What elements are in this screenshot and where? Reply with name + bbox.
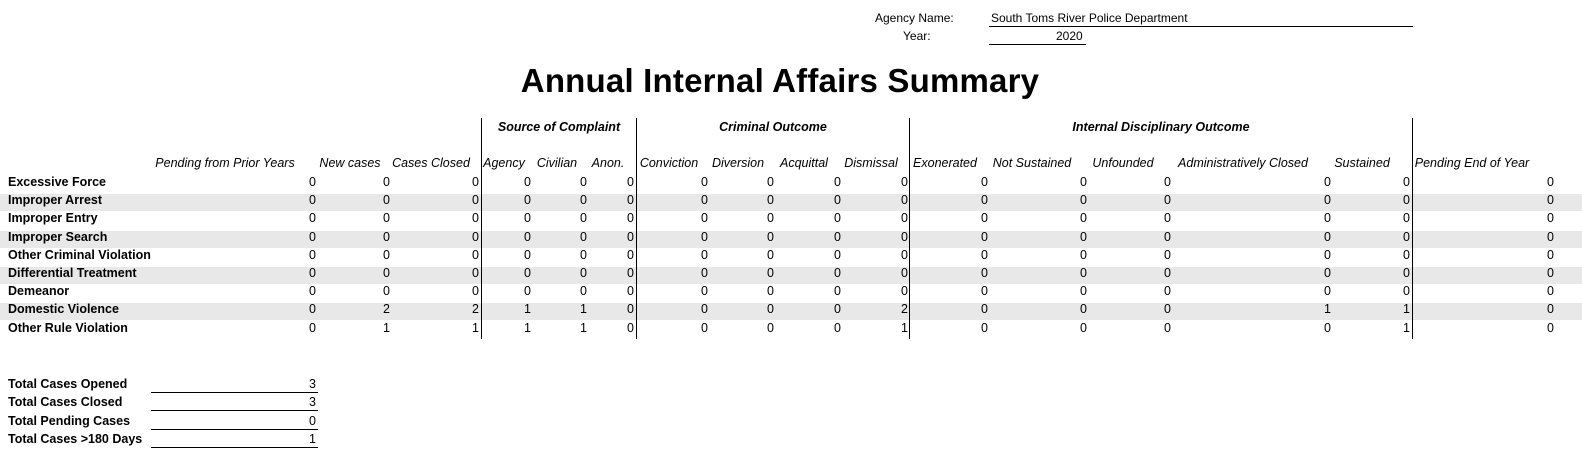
table-cell: 0 bbox=[472, 266, 479, 280]
table-cell: 0 bbox=[1080, 229, 1087, 244]
table-cell: 0 bbox=[472, 284, 479, 299]
column-header: Anon. bbox=[591, 156, 625, 170]
table-cell: 0 bbox=[767, 175, 774, 189]
total-underline bbox=[151, 392, 318, 393]
table-cell: 2 bbox=[901, 302, 908, 317]
table-cell: 0 bbox=[1547, 175, 1554, 189]
table-cell: 0 bbox=[981, 175, 988, 189]
table-cell: 0 bbox=[580, 211, 587, 226]
table-cell: 0 bbox=[627, 211, 634, 226]
group-criminal-outcome: Criminal Outcome bbox=[719, 120, 827, 134]
table-cell: 0 bbox=[701, 229, 708, 244]
separator-pending-left bbox=[1412, 118, 1413, 339]
table-row bbox=[0, 267, 1582, 284]
row-label: Improper Entry bbox=[8, 211, 98, 226]
table-cell: 1 bbox=[1403, 302, 1410, 317]
table-cell: 0 bbox=[627, 284, 634, 299]
table-cell: 1 bbox=[1324, 302, 1331, 317]
table-cell: 0 bbox=[1324, 211, 1331, 226]
table-cell: 0 bbox=[981, 266, 988, 280]
table-cell: 0 bbox=[524, 284, 531, 299]
table-cell: 0 bbox=[309, 320, 316, 335]
table-cell: 0 bbox=[1164, 284, 1171, 299]
table-cell: 0 bbox=[1547, 247, 1554, 262]
table-row bbox=[0, 231, 1582, 248]
page-title: Annual Internal Affairs Summary bbox=[520, 62, 1040, 99]
table-cell: 0 bbox=[1164, 302, 1171, 317]
table-cell: 0 bbox=[701, 193, 708, 208]
column-header: Acquittal bbox=[780, 156, 828, 170]
table-cell: 0 bbox=[1403, 175, 1410, 189]
table-cell: 0 bbox=[1324, 266, 1331, 280]
table-cell: 0 bbox=[1547, 284, 1554, 299]
table-cell: 1 bbox=[580, 320, 587, 335]
table-cell: 0 bbox=[701, 175, 708, 189]
table-cell: 0 bbox=[901, 211, 908, 226]
table-cell: 0 bbox=[901, 284, 908, 299]
column-header: Cases Closed bbox=[392, 156, 470, 170]
table-cell: 0 bbox=[383, 175, 390, 189]
total-underline bbox=[151, 447, 318, 448]
table-cell: 0 bbox=[1403, 193, 1410, 208]
table-cell: 1 bbox=[1403, 320, 1410, 335]
table-row bbox=[0, 249, 1582, 266]
column-header: Pending End of Year bbox=[1414, 156, 1530, 170]
table-row bbox=[0, 285, 1582, 302]
column-header: Agency bbox=[483, 156, 525, 170]
table-cell: 0 bbox=[1324, 229, 1331, 244]
table-cell: 0 bbox=[901, 175, 908, 189]
table-cell: 0 bbox=[1547, 211, 1554, 226]
table-cell: 0 bbox=[383, 266, 390, 280]
table-cell: 0 bbox=[901, 193, 908, 208]
row-label: Demeanor bbox=[8, 284, 70, 299]
table-cell: 0 bbox=[1324, 193, 1331, 208]
table-cell: 0 bbox=[627, 302, 634, 317]
column-header: Pending from Prior Years bbox=[155, 156, 295, 170]
separator-internal-left bbox=[909, 118, 910, 339]
table-cell: 0 bbox=[1324, 247, 1331, 262]
column-header: Unfounded bbox=[1092, 156, 1154, 170]
table-cell: 0 bbox=[1080, 266, 1087, 280]
table-cell: 0 bbox=[1164, 229, 1171, 244]
table-cell: 0 bbox=[1080, 302, 1087, 317]
table-cell: 0 bbox=[767, 266, 774, 280]
separator-criminal-left bbox=[636, 118, 637, 339]
table-cell: 0 bbox=[767, 211, 774, 226]
table-cell: 0 bbox=[981, 302, 988, 317]
table-cell: 0 bbox=[309, 266, 316, 280]
table-cell: 0 bbox=[627, 266, 634, 280]
table-cell: 0 bbox=[834, 175, 841, 189]
table-cell: 0 bbox=[383, 211, 390, 226]
table-cell: 0 bbox=[627, 229, 634, 244]
table-cell: 0 bbox=[383, 229, 390, 244]
table-cell: 0 bbox=[901, 266, 908, 280]
table-cell: 0 bbox=[627, 247, 634, 262]
table-cell: 0 bbox=[524, 247, 531, 262]
table-cell: 0 bbox=[524, 175, 531, 189]
table-cell: 0 bbox=[309, 284, 316, 299]
table-cell: 0 bbox=[767, 193, 774, 208]
column-header: Dismissal bbox=[844, 156, 898, 170]
column-header: Exonerated bbox=[913, 156, 977, 170]
table-cell: 0 bbox=[524, 229, 531, 244]
table-cell: 0 bbox=[627, 193, 634, 208]
table-cell: 1 bbox=[580, 302, 587, 317]
table-cell: 1 bbox=[901, 320, 908, 335]
total-label: Total Cases >180 Days bbox=[8, 431, 143, 446]
column-header: Administratively Closed bbox=[1178, 156, 1308, 170]
table-cell: 0 bbox=[580, 284, 587, 299]
table-cell: 0 bbox=[1164, 175, 1171, 189]
table-cell: 0 bbox=[1164, 247, 1171, 262]
table-cell: 2 bbox=[383, 302, 390, 317]
table-cell: 0 bbox=[524, 266, 531, 280]
table-cell: 0 bbox=[1547, 229, 1554, 244]
table-cell: 0 bbox=[1164, 266, 1171, 280]
table-cell: 0 bbox=[1547, 302, 1554, 317]
year-underline bbox=[989, 44, 1086, 45]
table-cell: 0 bbox=[767, 284, 774, 299]
separator-source-left bbox=[481, 118, 482, 339]
table-cell: 0 bbox=[472, 247, 479, 262]
table-cell: 0 bbox=[834, 193, 841, 208]
table-cell: 0 bbox=[701, 266, 708, 280]
table-cell: 0 bbox=[1403, 266, 1410, 280]
table-cell: 0 bbox=[1080, 211, 1087, 226]
total-value: 3 bbox=[309, 377, 316, 391]
table-cell: 0 bbox=[627, 175, 634, 189]
table-cell: 0 bbox=[383, 193, 390, 208]
column-header: Not Sustained bbox=[992, 156, 1072, 170]
table-cell: 0 bbox=[981, 229, 988, 244]
year-label: Year: bbox=[903, 29, 931, 43]
table-cell: 0 bbox=[580, 266, 587, 280]
table-cell: 0 bbox=[1403, 247, 1410, 262]
table-cell: 1 bbox=[383, 320, 390, 335]
table-cell: 0 bbox=[309, 193, 316, 208]
table-cell: 0 bbox=[834, 266, 841, 280]
table-cell: 0 bbox=[834, 247, 841, 262]
table-cell: 0 bbox=[1164, 193, 1171, 208]
table-cell: 1 bbox=[472, 320, 479, 335]
total-label: Total Cases Closed bbox=[8, 395, 123, 410]
total-value: 1 bbox=[309, 431, 316, 446]
table-cell: 0 bbox=[981, 284, 988, 299]
table-cell: 0 bbox=[701, 320, 708, 335]
table-cell: 0 bbox=[767, 229, 774, 244]
total-value: 3 bbox=[309, 395, 316, 410]
table-cell: 0 bbox=[1547, 193, 1554, 208]
table-cell: 0 bbox=[701, 211, 708, 226]
table-cell: 0 bbox=[472, 229, 479, 244]
table-cell: 0 bbox=[981, 193, 988, 208]
group-source-of-complaint: Source of Complaint bbox=[497, 120, 621, 134]
agency-name-label: Agency Name: bbox=[875, 11, 954, 25]
column-header: Diversion bbox=[711, 156, 765, 170]
table-cell: 0 bbox=[834, 302, 841, 317]
table-cell: 0 bbox=[309, 211, 316, 226]
row-label: Other Criminal Violation bbox=[8, 247, 151, 262]
total-value: 0 bbox=[309, 413, 316, 428]
column-header: Sustained bbox=[1334, 156, 1390, 170]
table-row bbox=[0, 176, 1582, 193]
row-label: Improper Arrest bbox=[8, 193, 103, 208]
table-cell: 0 bbox=[309, 175, 316, 189]
table-row bbox=[0, 212, 1582, 229]
table-cell: 2 bbox=[472, 302, 479, 317]
table-cell: 0 bbox=[1324, 284, 1331, 299]
total-underline bbox=[151, 429, 318, 430]
column-header: Conviction bbox=[639, 156, 699, 170]
table-cell: 0 bbox=[1080, 175, 1087, 189]
table-row bbox=[0, 194, 1582, 211]
table-cell: 0 bbox=[309, 229, 316, 244]
table-cell: 0 bbox=[767, 320, 774, 335]
table-cell: 0 bbox=[901, 229, 908, 244]
year-value: 2020 bbox=[1056, 29, 1083, 43]
table-cell: 0 bbox=[981, 211, 988, 226]
table-cell: 0 bbox=[901, 247, 908, 262]
table-cell: 0 bbox=[472, 211, 479, 226]
table-cell: 0 bbox=[472, 193, 479, 208]
table-cell: 0 bbox=[580, 193, 587, 208]
table-cell: 0 bbox=[701, 284, 708, 299]
table-cell: 0 bbox=[834, 284, 841, 299]
table-cell: 0 bbox=[580, 247, 587, 262]
row-label: Other Rule Violation bbox=[8, 320, 128, 335]
table-cell: 0 bbox=[1164, 211, 1171, 226]
table-cell: 0 bbox=[1080, 284, 1087, 299]
table-cell: 0 bbox=[472, 175, 479, 189]
agency-name-underline bbox=[989, 26, 1413, 27]
table-cell: 0 bbox=[981, 320, 988, 335]
table-cell: 0 bbox=[309, 302, 316, 317]
table-cell: 0 bbox=[1080, 193, 1087, 208]
table-cell: 0 bbox=[1403, 284, 1410, 299]
column-header: New cases bbox=[319, 156, 381, 170]
table-cell: 0 bbox=[309, 247, 316, 262]
table-cell: 0 bbox=[383, 247, 390, 262]
table-cell: 1 bbox=[524, 302, 531, 317]
total-label: Total Pending Cases bbox=[8, 413, 131, 428]
table-cell: 0 bbox=[580, 229, 587, 244]
table-cell: 0 bbox=[767, 302, 774, 317]
table-cell: 0 bbox=[834, 211, 841, 226]
table-cell: 0 bbox=[1403, 229, 1410, 244]
table-cell: 0 bbox=[767, 247, 774, 262]
row-label: Improper Search bbox=[8, 229, 108, 244]
total-underline bbox=[151, 410, 318, 411]
table-cell: 0 bbox=[1080, 247, 1087, 262]
table-cell: 0 bbox=[981, 247, 988, 262]
table-cell: 0 bbox=[524, 211, 531, 226]
table-cell: 0 bbox=[1324, 320, 1331, 335]
table-cell: 0 bbox=[701, 302, 708, 317]
table-cell: 0 bbox=[1547, 266, 1554, 280]
table-row bbox=[0, 303, 1582, 320]
total-label: Total Cases Opened bbox=[8, 377, 128, 391]
group-internal-disciplinary-outcome: Internal Disciplinary Outcome bbox=[1072, 120, 1250, 134]
table-cell: 0 bbox=[383, 284, 390, 299]
table-cell: 0 bbox=[580, 175, 587, 189]
table-cell: 0 bbox=[1080, 320, 1087, 335]
table-cell: 0 bbox=[701, 247, 708, 262]
row-label: Differential Treatment bbox=[8, 266, 137, 280]
row-label: Domestic Violence bbox=[8, 302, 119, 317]
agency-name-value: South Toms River Police Department bbox=[991, 11, 1188, 25]
table-cell: 0 bbox=[1324, 175, 1331, 189]
table-row bbox=[0, 322, 1582, 339]
table-cell: 0 bbox=[834, 229, 841, 244]
row-label: Excessive Force bbox=[8, 175, 106, 189]
table-cell: 0 bbox=[1164, 320, 1171, 335]
table-cell: 0 bbox=[1547, 320, 1554, 335]
column-header: Civilian bbox=[536, 156, 578, 170]
table-cell: 0 bbox=[834, 320, 841, 335]
table-cell: 1 bbox=[524, 320, 531, 335]
table-cell: 0 bbox=[524, 193, 531, 208]
table-cell: 0 bbox=[1403, 211, 1410, 226]
table-cell: 0 bbox=[627, 320, 634, 335]
